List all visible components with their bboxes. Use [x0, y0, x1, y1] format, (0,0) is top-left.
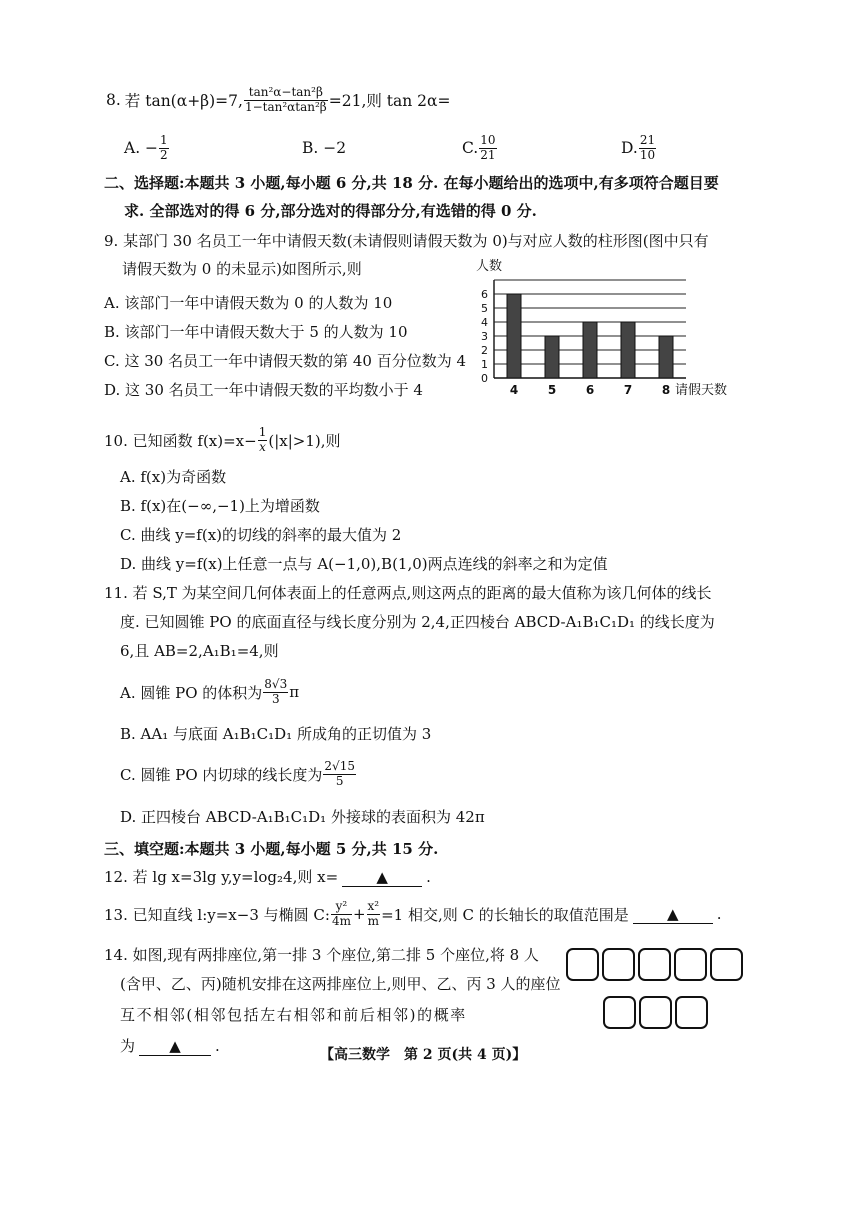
question-8-option-d-fraction: [639, 134, 656, 163]
chart-bar: [621, 322, 635, 378]
question-10-fraction-numerator: 1: [258, 424, 267, 439]
question-12-tail: .: [426, 868, 431, 886]
question-10-option-b: B. f(x)在(−∞,−1)上为增函数: [120, 497, 320, 515]
question-11-option-c-fraction: [323, 760, 356, 789]
question-14-line-2: (含甲、乙、丙)随机安排在这两排座位上,则甲、乙、丙 3 人的座位: [120, 975, 561, 993]
question-8-option-c-label: C.: [462, 139, 479, 157]
page-footer: 【高三数学 第 2 页(共 4 页)】: [320, 1047, 527, 1063]
question-13-plus: +: [352, 905, 366, 923]
question-8-stem-part-b: =21,则 tan 2α=: [328, 92, 451, 110]
question-13-text-a: 13. 已知直线 l:y=x−3 与椭圆 C:: [104, 905, 330, 924]
question-9-stem-line-2: 请假天数为 0 的未显示)如图所示,则: [122, 260, 362, 278]
seat-row-2-2: [639, 996, 672, 1029]
leave-days-bar-chart: [470, 252, 740, 404]
seat-row-1-1: [566, 948, 599, 981]
question-8-stem: [106, 80, 451, 120]
question-14-line-1: 14. 如图,现有两排座位,第一排 3 个座位,第二排 5 个座位,将 8 人: [104, 946, 539, 964]
question-11-option-a-num: 8√3: [264, 676, 288, 691]
question-13-fraction-1-den: 4m: [331, 913, 351, 928]
question-8-option-a-den: 2: [160, 147, 168, 162]
question-8-fraction-denominator: 1−tan²αtan²β: [244, 99, 327, 114]
chart-x-tick-label: 5: [547, 383, 557, 397]
chart-x-tick-label: 7: [623, 383, 633, 397]
question-10-stem-part-b: (|x|>1),则: [268, 431, 341, 450]
question-13-fraction-1-num: y²: [331, 900, 352, 915]
question-10-option-c: C. 曲线 y=f(x)的切线的斜率的最大值为 2: [120, 526, 402, 544]
question-8-option-a-label: A. −: [124, 139, 159, 157]
question-8-option-d-den: 10: [639, 147, 656, 162]
question-13-fraction-2-num: x²: [367, 898, 380, 913]
section-2-heading-line-1: 二、选择题:本题共 3 小题,每小题 6 分,共 18 分. 在每小题给出的选项中,有多项符合题目要: [104, 174, 719, 192]
chart-x-tick-label: 4: [509, 383, 519, 397]
question-8-fraction: [244, 86, 328, 115]
chart-x-tick-label: 6: [585, 383, 595, 397]
question-8-option-a: [124, 130, 170, 166]
question-8-option-d: [621, 130, 657, 166]
question-14-line-4: [120, 1035, 220, 1056]
question-11-option-c: [120, 754, 357, 794]
chart-x-axis-label: 请假天数: [675, 383, 728, 398]
question-8-number: 8.: [106, 91, 121, 109]
question-11-option-b: B. AA₁ 与底面 A₁B₁C₁D₁ 所成角的正切值为 3: [120, 725, 432, 743]
question-13-answer-blank: [633, 905, 713, 924]
question-11-option-a-pi: π: [289, 683, 300, 701]
question-14-line-3: 互不相邻(相邻包括左右相邻和前后相邻)的概率: [120, 1006, 467, 1024]
chart-bar: [659, 336, 673, 378]
question-12: [104, 866, 431, 887]
question-13-tail: .: [716, 905, 722, 923]
seat-row-1-4: [674, 948, 707, 981]
question-14-line-4-text: 为: [120, 1037, 136, 1055]
question-12-answer-blank: [342, 868, 422, 887]
question-11-option-a: [120, 672, 299, 712]
question-11-option-c-text: C. 圆锥 PO 内切球的线长度为: [120, 765, 323, 784]
seat-row-2-1: [603, 996, 636, 1029]
question-14-blank-marker: ▲: [169, 1037, 181, 1055]
question-8-fraction-numerator: tan²α−tan²β: [244, 86, 328, 101]
chart-bar: [583, 322, 597, 378]
chart-bar: [545, 336, 559, 378]
chart-x-tick-label: 8: [661, 383, 671, 397]
question-8-option-c-den: 21: [480, 147, 496, 162]
seat-row-1-3: [638, 948, 671, 981]
question-9-option-c: C. 这 30 名员工一年中请假天数的第 40 百分位数为 4: [104, 352, 467, 370]
seat-row-2-3: [675, 996, 708, 1029]
question-10-option-a: A. f(x)为奇函数: [120, 468, 227, 486]
question-9-option-b: B. 该部门一年中请假天数大于 5 的人数为 10: [104, 323, 408, 341]
question-10-fraction: [258, 426, 268, 455]
question-13-fraction-1: [331, 900, 352, 929]
question-13-text-b: =1 相交,则 C 的长轴长的取值范围是: [381, 905, 629, 924]
question-8-option-b: [302, 130, 346, 166]
chart-y-tick-label: 2: [481, 344, 488, 357]
seat-row-1-2: [602, 948, 635, 981]
question-11-option-a-text: A. 圆锥 PO 的体积为: [120, 683, 263, 702]
chart-y-tick-label: 6: [481, 288, 488, 301]
question-11-stem-line-3: 6,且 AB=2,A₁B₁=4,则: [120, 642, 279, 660]
question-11-option-d: D. 正四棱台 ABCD-A₁B₁C₁D₁ 外接球的表面积为 42π: [120, 808, 485, 826]
question-8-option-c-num: 10: [480, 132, 496, 147]
section-3-heading: 三、填空题:本题共 3 小题,每小题 5 分,共 15 分.: [104, 840, 439, 858]
question-9-option-d: D. 这 30 名员工一年中请假天数的平均数小于 4: [104, 381, 423, 399]
chart-bar: [507, 294, 521, 378]
question-14-tail: .: [215, 1037, 220, 1055]
chart-y-tick-label: 1: [481, 358, 488, 371]
question-12-text: 12. 若 lg x=3lg y,y=log₂4,则 x=: [104, 868, 339, 886]
question-12-blank-marker: ▲: [376, 868, 388, 886]
chart-y-tick-label: 4: [481, 316, 488, 329]
question-9-option-a: A. 该部门一年中请假天数为 0 的人数为 10: [104, 294, 393, 312]
question-11-option-a-den: 3: [271, 691, 280, 706]
question-8-stem-part-a: 若 tan(α+β)=7,: [124, 92, 243, 110]
question-14-answer-blank: [139, 1037, 211, 1056]
chart-y-tick-label: 3: [481, 330, 488, 343]
question-9-stem-line-1: 9. 某部门 30 名员工一年中请假天数(未请假则请假天数为 0)与对应人数的柱形图(图中只有: [104, 232, 709, 250]
question-10-stem: [104, 420, 341, 460]
section-2-heading-line-2: 求. 全部选对的得 6 分,部分选对的得部分分,有选错的得 0 分.: [124, 202, 537, 220]
question-8-option-a-num: 1: [160, 132, 168, 147]
question-10-option-d: D. 曲线 y=f(x)上任意一点与 A(−1,0),B(1,0)两点连线的斜率之和为定值: [120, 555, 608, 573]
question-11-option-c-den: 5: [335, 773, 344, 788]
question-10-fraction-denominator: x: [259, 439, 266, 454]
question-8-option-d-num: 21: [639, 132, 656, 147]
question-11-stem-line-2: 度. 已知圆锥 PO 的底面直径与线长度分别为 2,4,正四棱台 ABCD-A₁B₁C₁D₁ 的线长度为: [120, 613, 715, 631]
question-10-stem-part-a: 10. 已知函数 f(x)=x−: [104, 431, 257, 450]
question-13-fraction-2: [367, 900, 381, 929]
question-8-option-d-label: D.: [621, 139, 638, 157]
question-13-fraction-2-den: m: [367, 913, 380, 928]
question-8-option-a-fraction: [159, 134, 169, 163]
question-13-blank-marker: ▲: [667, 904, 679, 923]
question-8-option-c-fraction: [479, 134, 496, 163]
question-11-stem-line-1: 11. 若 S,T 为某空间几何体表面上的任意两点,则这两点的距离的最大值称为该几何体的线长: [104, 584, 712, 602]
seat-row-1-5: [710, 948, 743, 981]
question-8-option-b-label: B. −2: [302, 139, 347, 157]
question-13: [104, 894, 722, 934]
chart-y-tick-label: 0: [481, 372, 488, 385]
question-8-option-c: [462, 130, 498, 166]
chart-y-tick-label: 5: [481, 302, 488, 315]
chart-y-axis-label: 人数: [476, 259, 503, 274]
question-11-option-c-num: 2√15: [324, 758, 355, 773]
question-11-option-a-fraction: [263, 678, 288, 707]
